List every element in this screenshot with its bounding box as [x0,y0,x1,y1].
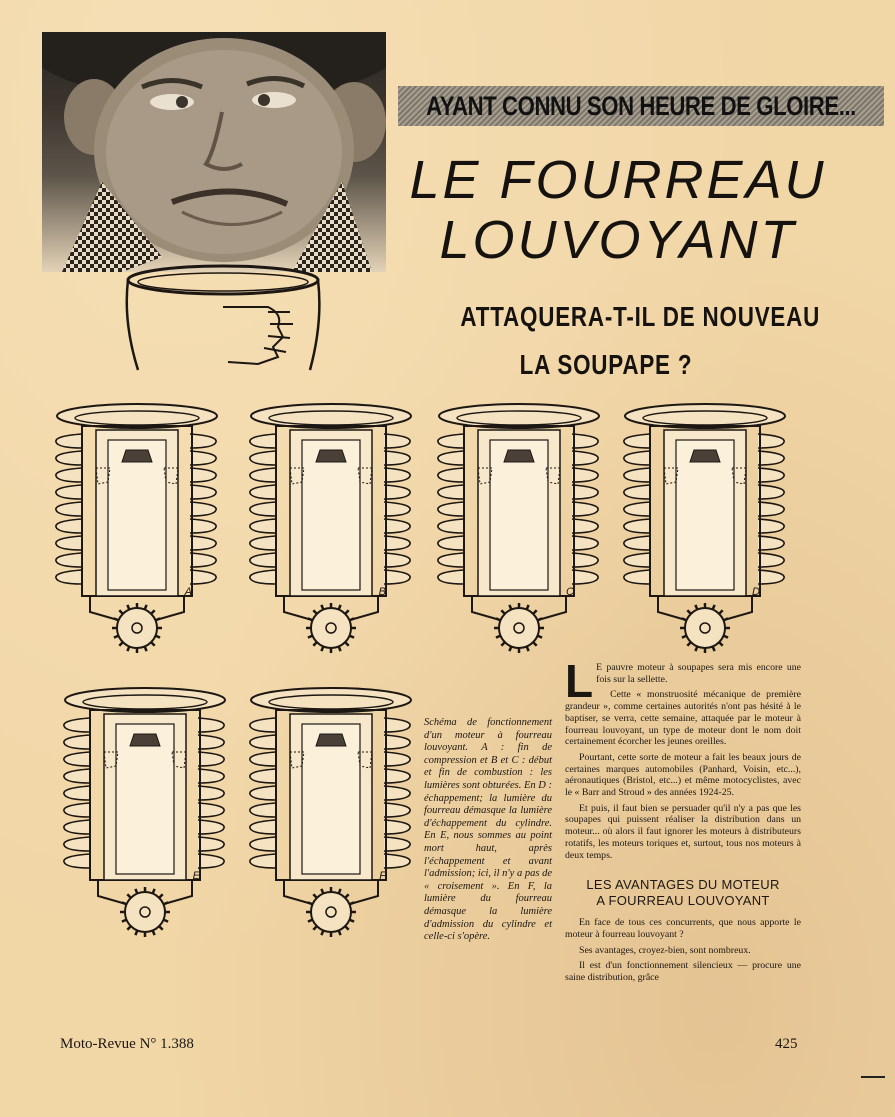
diagram-label-d: D [752,586,760,598]
engine-diagram-b [246,400,416,660]
corner-rule [861,1076,885,1078]
title-line-2: LOUVOYANT [439,210,797,270]
drop-cap: L [565,655,594,707]
page-number: 425 [775,1036,798,1052]
engine-diagram-c [434,400,604,660]
diagram-label-c: C [566,586,574,598]
paragraph-4: Et puis, il faut bien se persuader qu'il n'y a pas que les soupapes qui puissent réaliser la distribution dans un moteur... où alors il faut ignorer les moteurs à distributeurs rotatifs, les moteurs toriques et, surtout, tous nos moteurs à deux temps. [565,802,801,861]
sleeve-in-hand-sketch [118,262,323,374]
diagram-label-a: A [184,586,192,598]
engine-diagram-a [52,400,222,660]
section-heading: LES AVANTAGES DU MOTEUR A FOURREAU LOUVOYANT [586,877,780,909]
magazine-issue: Moto-Revue N° 1.388 [60,1036,194,1052]
kicker-text: AYANT CONNU SON HEURE DE GLOIRE... [426,90,856,121]
paragraph-5: En face de tous ces concurrents, que nous apporte le moteur à fourreau louvoyant ? [565,917,801,940]
paragraph-7: Il est d'un fonctionnement silencieux — procure une saine distribution, grâce [565,960,801,984]
man-face-photo [42,32,386,272]
paragraph-2: Cette « monstruosité mécanique de première grandeur », comme certaines autorités n'ont pas hésité à le baptiser, se verra, cette semaine, attaquée par le moteur à fourreau louvoyant, un type de moteur dont le nom doit certainement écorcher les jeunes oreilles. [565,689,801,748]
engine-diagram-e [60,684,230,944]
engine-diagram-f [246,684,416,944]
paragraph-1: L E pauvre moteur à soupapes sera mis encore une fois sur la sellette. [565,655,801,707]
paragraph-6: Ses avantages, croyez-bien, sont nombreux. [579,944,751,956]
subtitle-line-1: ATTAQUERA-T-IL DE NOUVEAU [460,301,821,332]
title-line-1: LE FOURREAU [409,150,827,210]
article-body [565,655,801,988]
diagram-label-f: F [379,870,386,882]
article-subtitle [424,293,821,389]
diagram-caption: Schéma de fonctionnement d'un moteur à fourreau louvoyant. A : fin de compression et B et C : début et fin de combustion : les lumières sont obturées. En D : échappement; la lumière du fourreau démasque la lumière d'échappement du cylindre. En E, nous sommes au point mort haut, après l'échappement et avant l'admission; ici, il n'y a pas de « croisement ». En F, la lumière du fourreau démasque la lumière d'admission du cylindre et celle-ci s'opère. [424,717,552,943]
paragraph-3: Pourtant, cette sorte de moteur a fait les beaux jours de certaines marques automobiles (Panhard, Voisin, etc...), aéronautiques (Bristol, etc...) et même motocyclistes, avec le « Barr and Stroud » des années 1924-25. [565,751,801,799]
diagram-label-b: B [378,586,386,598]
diagram-label-e: E [192,870,200,882]
engine-diagram-d [620,400,790,660]
article-title [408,150,828,270]
kicker-banner [398,86,884,126]
subtitle-line-2: LA SOUPAPE ? [519,349,693,380]
